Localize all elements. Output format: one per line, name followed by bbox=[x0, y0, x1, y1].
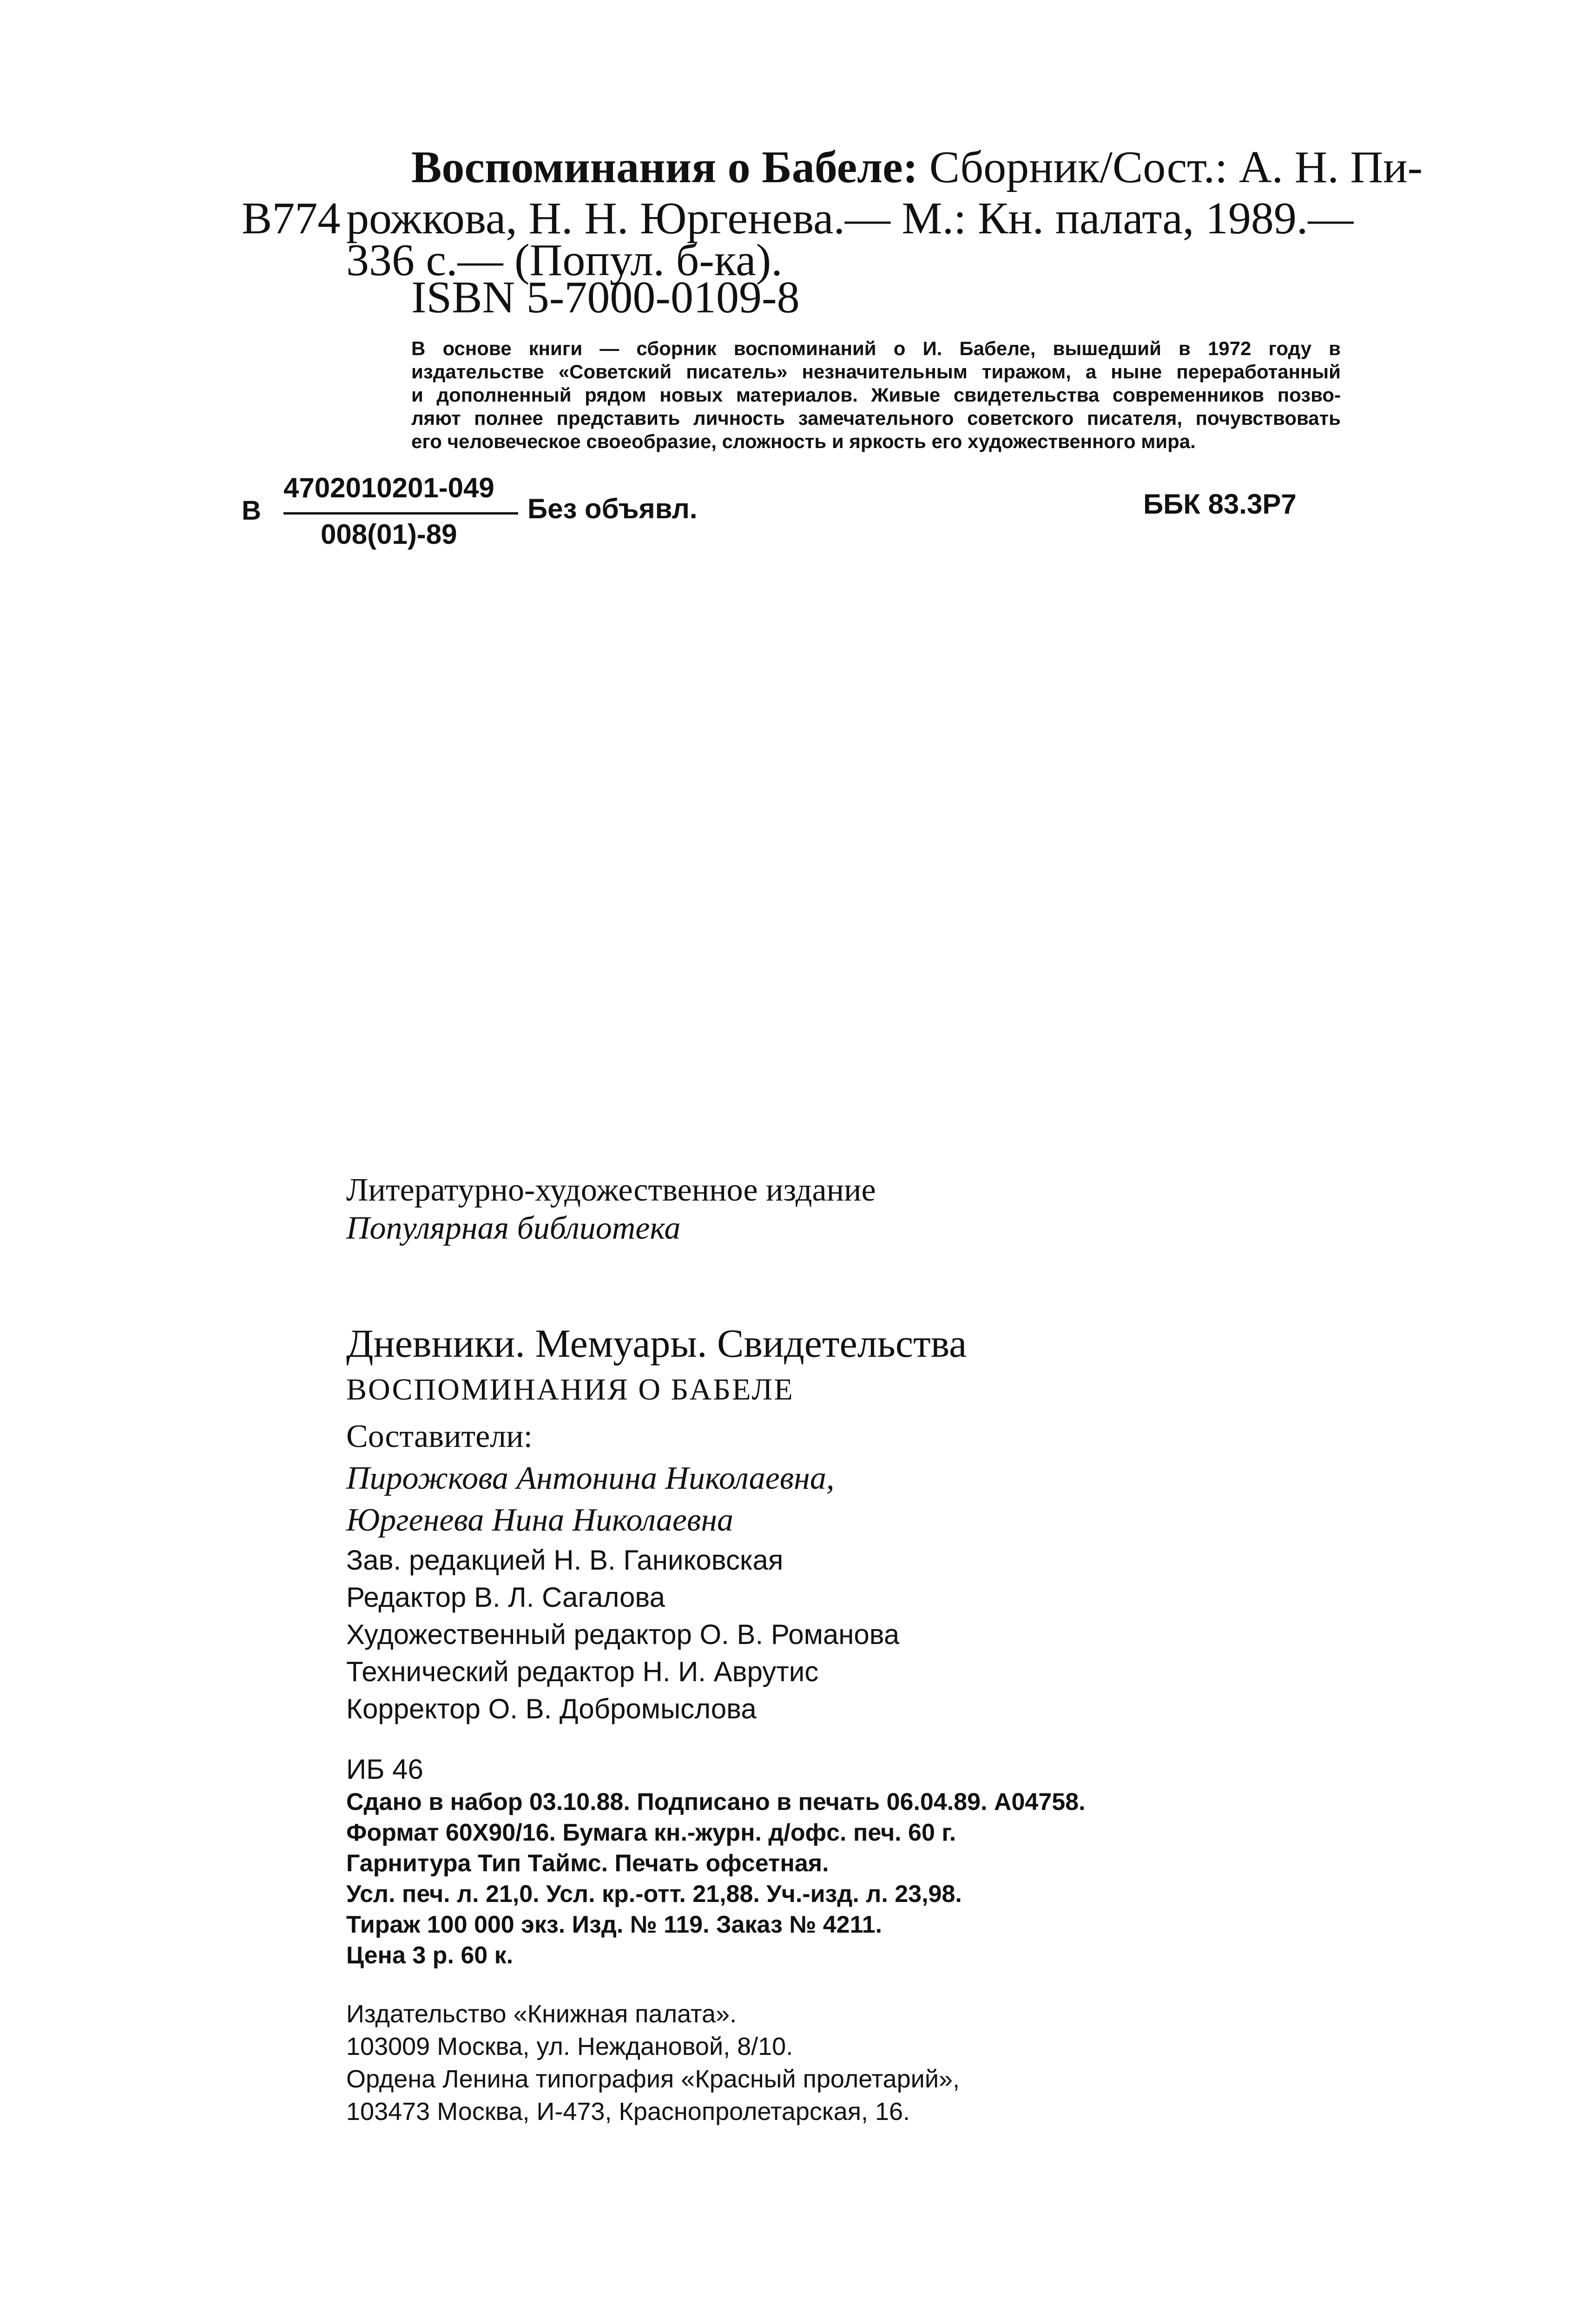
annotation-line: его человеческое своеобразие, сложность и яркость его художественного мира. bbox=[411, 430, 1196, 452]
catalog-isbn: ISBN 5-7000-0109-8 bbox=[411, 272, 800, 323]
staff-line: Корректор О. В. Добромыслова bbox=[346, 1693, 757, 1724]
catalog-line-1-rest: Сборник/Сост.: А. Н. Пи- bbox=[929, 142, 1423, 192]
series-name: Популярная библиотека bbox=[346, 1210, 681, 1246]
staff-line: Редактор В. Л. Сагалова bbox=[346, 1582, 665, 1613]
staff-block bbox=[346, 1543, 899, 1726]
catalog-title: Воспоминания о Бабеле: bbox=[411, 142, 918, 192]
compiler-1: Пирожкова Антонина Николаевна, bbox=[346, 1460, 835, 1496]
publisher-block bbox=[346, 1999, 960, 2127]
codes-fraction-line bbox=[283, 512, 518, 515]
codes-note: Без объявл. bbox=[527, 493, 698, 524]
print-info-line: Гарнитура Тип Таймс. Печать офсетная. bbox=[346, 1850, 829, 1877]
print-info-line: Тираж 100 000 экз. Изд. № 119. Заказ № 4211. bbox=[346, 1911, 883, 1938]
publisher-line: Издательство «Книжная палата». bbox=[346, 2000, 737, 2028]
colophon bbox=[346, 1171, 876, 1248]
publisher-line: 103473 Москва, И-473, Краснопролетарская, 16. bbox=[346, 2098, 910, 2126]
annotation bbox=[411, 337, 1341, 453]
catalog-code: В774 bbox=[242, 193, 341, 244]
staff-line: Зав. редакцией Н. В. Ганиковская bbox=[346, 1545, 784, 1576]
edition-type: Литературно-художественное издание bbox=[346, 1172, 876, 1208]
publisher-line: 103009 Москва, ул. Неждановой, 8/10. bbox=[346, 2033, 793, 2060]
catalog-line-1 bbox=[411, 139, 1423, 195]
catalog-line-2: рожкова, Н. Н. Юргенева.— М.: Кн. палата, 1989.— bbox=[346, 193, 1354, 244]
print-info-line: Усл. печ. л. 21,0. Усл. кр.-отт. 21,88. Уч.-изд. л. 23,98. bbox=[346, 1881, 962, 1908]
annotation-line: В основе книги — сборник воспоминаний о И. Бабеле, вышедший в 1972 году в bbox=[411, 337, 1341, 359]
print-info-line: Сдано в набор 03.10.88. Подписано в печать 06.04.89. А04758. bbox=[346, 1789, 1086, 1816]
staff-line: Технический редактор Н. И. Аврутис bbox=[346, 1656, 819, 1687]
staff-line: Художественный редактор О. В. Романова bbox=[346, 1619, 900, 1650]
subseries: Дневники. Мемуары. Свидетельства bbox=[346, 1321, 967, 1366]
print-info-line: Формат 60Х90/16. Бумага кн.-журн. д/офс. печ. 60 г. bbox=[346, 1819, 956, 1846]
codes-letter: В bbox=[242, 495, 261, 526]
codes-denominator: 008(01)-89 bbox=[321, 519, 457, 550]
publisher-line: Ордена Ленина типография «Красный пролетарий», bbox=[346, 2065, 960, 2093]
title-block bbox=[346, 1320, 967, 1539]
book-title: ВОСПОМИНАНИЯ О БАБЕЛЕ bbox=[346, 1373, 794, 1406]
compilers-label: Составители: bbox=[346, 1419, 533, 1454]
compiler-2: Юргенева Нина Николаевна bbox=[346, 1502, 734, 1538]
print-info-block bbox=[346, 1752, 1086, 1971]
codes-bbk: ББК 83.3Р7 bbox=[1143, 489, 1297, 520]
annotation-line: ляют полнее представить личность замечательного советского писателя, почувствовать bbox=[411, 407, 1341, 429]
ib-number: ИБ 46 bbox=[346, 1754, 423, 1785]
annotation-line: и дополненный рядом новых материалов. Живые свидетельства современников позво- bbox=[411, 384, 1341, 406]
annotation-line: издательстве «Советский писатель» незначительным тиражом, а ныне переработанный bbox=[411, 361, 1341, 383]
catalog-line-3: 336 с.— (Попул. б-ка). bbox=[346, 235, 783, 285]
print-info-line: Цена 3 р. 60 к. bbox=[346, 1942, 514, 1969]
codes-numerator: 4702010201-049 bbox=[283, 472, 494, 503]
